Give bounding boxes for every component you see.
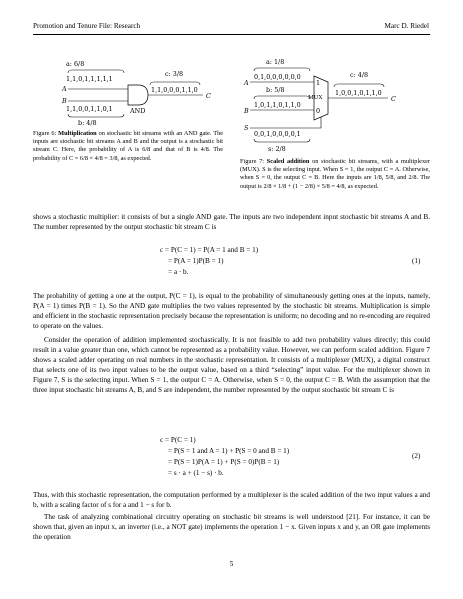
fig7-mux-label: MUX	[308, 95, 323, 101]
fig7-mux-1: 1	[316, 79, 321, 87]
figure-6-caption: Figure 6: Multiplication on stochastic bit streams with an AND gate. The inputs are stochastic bit streams A and B and the output is a stochastic bit stream C. Here, the probability of A is 6/8 and that of B is 4/8. The probability of C = 6/8 × 4/8 = 3/8, as expected.	[33, 130, 224, 162]
fig6-c-stream: 1,1,0,0,0,1,1,0	[151, 86, 198, 94]
figure-7-diagram	[240, 56, 410, 156]
fig7-input-a: A	[244, 79, 249, 87]
paragraph-1: shows a stochastic multiplier: it consists of but a single AND gate. The inputs are two independent input stochastic bit streams A and B. The number represented by the output stochastic bit stream C is	[33, 213, 430, 232]
fig6-b-brace	[68, 114, 124, 117]
fig7-b-label: b: 5/8	[266, 86, 285, 94]
fig6-a-stream: 1,1,0,1,1,1,1,1	[66, 75, 113, 83]
fig7-c-brace	[334, 84, 384, 87]
equation-1: c = P(C = 1) = P(A = 1 and B = 1) = P(A = 1)P(B = 1) = a · b.	[160, 246, 259, 276]
fig6-input-b: B	[62, 97, 67, 105]
page-number: 5	[229, 560, 234, 568]
fig6-a-brace	[68, 70, 124, 73]
paragraph-3: Consider the operation of addition implemented stochastically. It is not feasible to add two probability values directly; this could result in a value greater than one, which cannot be represented as a probability value. However, we can perform scaled addition. Figure 7 shows a scaled adder operating on real numbers in the stochastic representation. It consists of a multiplexer (MUX), a digital construct that selects one of its two input values to be the output value, based on a third “selecting” input value. For the multiplexer shown in Figure 7, S is the selecting input. When S = 1, the output C = A. Otherwise, when S = 0, the output C = B. With the assumption that the three input stochastic bit streams A, B, and S are independent, the number represented by the output stochastic bit stream C is	[33, 336, 430, 395]
equation-1-number: (1)	[412, 257, 421, 265]
paragraph-2: The probability of getting a one at the output, P(C = 1), is equal to the probability of simultaneously getting ones at the inputs, namely, P(A = 1) times P(B = 1). So the AND gate multiplies the two values represented by the stochastic bit streams. Multiplication is simple and efficient in the stochastic representation precisely because the representation is uniform; no decoding and no re-encoding are required to operate on the values.	[33, 292, 430, 331]
equation-2-number: (2)	[412, 452, 421, 460]
fig7-input-s: S	[244, 124, 249, 132]
fig6-a-label: a: 6/8	[66, 60, 85, 68]
fig7-input-b: B	[244, 107, 249, 115]
fig7-a-brace	[254, 68, 310, 71]
fig7-mux-0: 0	[316, 107, 321, 115]
fig6-b-stream: 1,1,0,0,1,1,0,1	[66, 105, 113, 113]
fig6-output-c: C	[206, 92, 211, 100]
fig6-and-gate	[128, 85, 148, 105]
fig7-c-label: c: 4/8	[350, 71, 369, 79]
fig6-input-a: A	[62, 85, 67, 93]
fig7-output-c: C	[391, 95, 396, 103]
paragraph-4: Thus, with this stochastic representation, the computation performed by a multiplexer is the scaled addition of the two input values a and b, with a scaling factor of s for a and 1 − s for b.	[33, 491, 430, 510]
paragraph-5: The task of analyzing combinational circuitry operating on stochastic bit streams is well understood [21]. For instance, it can be shown that, given an input x, an inverter (i.e., a NOT gate) implements the operation 1 − x. Given inputs x and y, an OR gate implements the operation	[33, 513, 430, 542]
fig7-b-stream: 1,0,1,1,0,1,1,0	[254, 101, 301, 109]
fig7-a-label: a: 1/8	[266, 58, 285, 66]
fig6-c-brace	[150, 82, 200, 85]
fig7-s-brace	[254, 139, 310, 142]
figure-7-caption: Figure 7: Scaled addition on stochastic bit streams, with a multiplexer (MUX). S is the selecting input. When S = 1, the output C = A. Otherwise, when S = 0, the output C = B. Here the inputs are 1/8, 5/8, and 2/8. The output is 2/8 × 1/8 + (1 − 2/8) × 5/8 = 4/8, as expected.	[240, 158, 430, 190]
fig6-c-label: c: 3/8	[165, 70, 184, 78]
figure-6-diagram	[60, 58, 220, 126]
running-header-left: Promotion and Tenure File: Research	[33, 22, 141, 30]
fig7-c-stream: 1,0,0,1,0,1,1,0	[335, 89, 382, 97]
fig7-a-stream: 0,1,0,0,0,0,0,0	[254, 73, 301, 81]
fig6-b-label: b: 4/8	[78, 119, 97, 126]
fig7-b-brace	[254, 96, 310, 99]
fig7-s-label: s: 2/8	[268, 145, 286, 153]
header-rule	[33, 34, 430, 35]
running-header-right: Marc D. Riedel	[384, 22, 429, 30]
equation-2: c = P(C = 1) = P(S = 1 and A = 1) + P(S = 0 and B = 1) = P(S = 1)P(A = 1) + P(S = 0)P(B = 1) = s · a + (1 − s) · b.	[160, 436, 290, 477]
fig6-gate-label: AND	[130, 107, 146, 115]
fig7-s-stream: 0,0,1,0,0,0,0,1	[254, 130, 301, 138]
